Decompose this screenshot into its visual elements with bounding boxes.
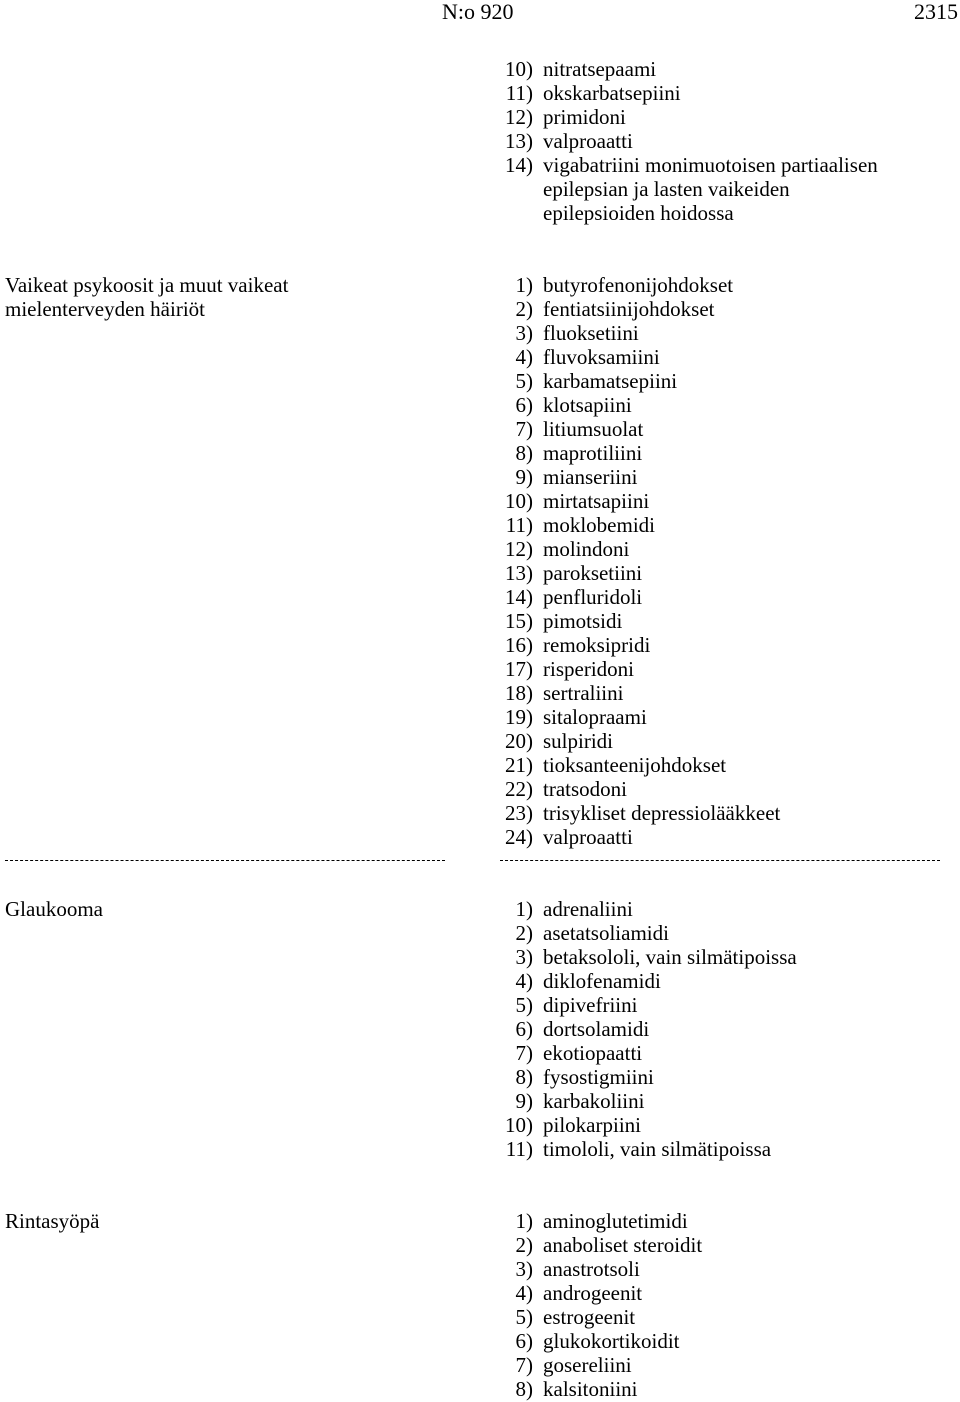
list-item: [497, 969, 957, 993]
item-number: 7): [515, 1353, 533, 1377]
list-item: [497, 129, 957, 153]
drug-name: adrenaliini: [543, 897, 633, 921]
item-number: 6): [515, 1017, 533, 1041]
item-number: 20): [505, 729, 533, 753]
page-reference: N:o 920: [442, 0, 514, 24]
drug-name: fluoksetiini: [543, 321, 639, 345]
item-number: 11): [505, 81, 533, 105]
list-item: [497, 705, 957, 729]
list-item: [497, 993, 957, 1017]
list-item: [497, 441, 957, 465]
list-item: [497, 921, 957, 945]
item-number: 8): [515, 1065, 533, 1089]
drug-name: estrogeenit: [543, 1305, 636, 1329]
item-number: 21): [505, 753, 533, 777]
list-item: [497, 297, 957, 321]
drug-name: aminoglutetimidi: [543, 1209, 688, 1233]
dashed-separator-left: [5, 860, 445, 862]
drug-list: [497, 1209, 957, 1401]
drug-name: anastrotsoli: [543, 1257, 640, 1281]
list-item: [497, 657, 957, 681]
condition-line: Glaukooma: [5, 897, 103, 921]
list-item: [497, 393, 957, 417]
drug-name: karbamatsepiini: [543, 369, 678, 393]
drug-name: pimotsidi: [543, 609, 623, 633]
item-number: 14): [505, 585, 533, 609]
list-item: [497, 585, 957, 609]
drug-name: pilokarpiini: [543, 1113, 641, 1137]
list-item: [497, 81, 957, 105]
item-number: 13): [505, 129, 533, 153]
item-number: 15): [505, 609, 533, 633]
list-item: [497, 489, 957, 513]
item-number: 9): [515, 465, 533, 489]
list-item: [497, 1377, 957, 1401]
item-number: 13): [505, 561, 533, 585]
page-number: 2315: [914, 0, 958, 24]
list-item: [497, 801, 957, 825]
drug-name: fentiatsiinijohdokset: [543, 297, 715, 321]
list-item: [497, 825, 957, 849]
item-number: 3): [515, 945, 533, 969]
list-item: [497, 273, 957, 297]
list-item: [497, 1353, 957, 1377]
list-item-continuation: epilepsian ja lasten vaikeiden: [543, 177, 790, 201]
drug-name: ekotiopaatti: [543, 1041, 643, 1065]
item-number: 5): [515, 369, 533, 393]
drug-name: fluvoksamiini: [543, 345, 660, 369]
list-item: [497, 609, 957, 633]
drug-name: nitratsepaami: [543, 57, 657, 81]
drug-name: dortsolamidi: [543, 1017, 650, 1041]
condition-label: [5, 897, 445, 921]
drug-name: sitalopraami: [543, 705, 647, 729]
item-number: 1): [515, 897, 533, 921]
list-item: [497, 105, 957, 129]
condition-label: [5, 273, 445, 321]
item-number: 6): [515, 393, 533, 417]
list-item: [497, 1017, 957, 1041]
list-item-continuation: epilepsioiden hoidossa: [543, 201, 734, 225]
drug-name: remoksipridi: [543, 633, 651, 657]
item-number: 2): [515, 921, 533, 945]
drug-name: fysostigmiini: [543, 1065, 654, 1089]
drug-name: diklofenamidi: [543, 969, 661, 993]
item-number: 7): [515, 417, 533, 441]
list-item: [497, 1137, 957, 1161]
item-number: 12): [505, 105, 533, 129]
item-number: 1): [515, 1209, 533, 1233]
item-number: 10): [505, 1113, 533, 1137]
drug-name: androgeenit: [543, 1281, 643, 1305]
list-item: [497, 1257, 957, 1281]
item-number: 14): [505, 153, 533, 177]
drug-name: valproaatti: [543, 129, 633, 153]
list-item: [497, 777, 957, 801]
drug-name: asetatsoliamidi: [543, 921, 669, 945]
item-number: 8): [515, 1377, 533, 1401]
drug-name: klotsapiini: [543, 393, 632, 417]
drug-name: primidoni: [543, 105, 626, 129]
list-item: [497, 417, 957, 441]
item-number: 23): [505, 801, 533, 825]
drug-name: sulpiridi: [543, 729, 614, 753]
condition-label: [5, 1209, 445, 1233]
list-item: [497, 369, 957, 393]
drug-name: glukokortikoidit: [543, 1329, 680, 1353]
list-item: [497, 513, 957, 537]
drug-name: mirtatsapiini: [543, 489, 650, 513]
condition-line: Rintasyöpä: [5, 1209, 100, 1233]
list-item: [497, 537, 957, 561]
item-number: 3): [515, 1257, 533, 1281]
list-item: [497, 1089, 957, 1113]
item-number: 2): [515, 297, 533, 321]
list-item: [497, 153, 957, 177]
item-number: 4): [515, 345, 533, 369]
list-item: [497, 345, 957, 369]
drug-name: tratsodoni: [543, 777, 627, 801]
drug-name: paroksetiini: [543, 561, 643, 585]
item-number: 11): [505, 513, 533, 537]
item-number: 22): [505, 777, 533, 801]
item-number: 18): [505, 681, 533, 705]
item-number: 2): [515, 1233, 533, 1257]
drug-name: maprotiliini: [543, 441, 643, 465]
item-number: 12): [505, 537, 533, 561]
item-number: 16): [505, 633, 533, 657]
drug-list: [497, 897, 957, 1161]
drug-name: risperidoni: [543, 657, 634, 681]
drug-name: litiumsuolat: [543, 417, 644, 441]
drug-name: butyrofenonijohdokset: [543, 273, 734, 297]
item-number: 6): [515, 1329, 533, 1353]
drug-name: gosereliini: [543, 1353, 632, 1377]
item-number: 10): [505, 57, 533, 81]
drug-name: mianseriini: [543, 465, 638, 489]
continued-drug-list: [497, 57, 957, 225]
item-number: 5): [515, 1305, 533, 1329]
list-item: [497, 1329, 957, 1353]
drug-name: moklobemidi: [543, 513, 655, 537]
list-item: [497, 1281, 957, 1305]
list-item: [497, 1305, 957, 1329]
list-item: [497, 321, 957, 345]
item-number: 17): [505, 657, 533, 681]
list-item: [497, 561, 957, 585]
item-number: 8): [515, 441, 533, 465]
item-number: 24): [505, 825, 533, 849]
drug-name: molindoni: [543, 537, 630, 561]
condition-line: Vaikeat psykoosit ja muut vaikeat: [5, 273, 289, 297]
drug-name: trisykliset depressiolääkkeet: [543, 801, 781, 825]
drug-name: betaksololi, vain silmätipoissa: [543, 945, 797, 969]
drug-name: anaboliset steroidit: [543, 1233, 703, 1257]
item-number: 5): [515, 993, 533, 1017]
list-item: [497, 945, 957, 969]
drug-name: valproaatti: [543, 825, 633, 849]
item-number: 10): [505, 489, 533, 513]
list-item: [497, 633, 957, 657]
condition-line: mielenterveyden häiriöt: [5, 297, 206, 321]
list-item: [497, 1233, 957, 1257]
list-item: [497, 753, 957, 777]
item-number: 4): [515, 969, 533, 993]
drug-list: [497, 273, 957, 849]
item-number: 11): [505, 1137, 533, 1161]
drug-name: timololi, vain silmätipoissa: [543, 1137, 772, 1161]
list-item: [497, 57, 957, 81]
drug-name: okskarbatsepiini: [543, 81, 681, 105]
list-item: [497, 681, 957, 705]
drug-name: penfluridoli: [543, 585, 643, 609]
drug-name: karbakoliini: [543, 1089, 645, 1113]
item-number: 4): [515, 1281, 533, 1305]
drug-name: vigabatriini monimuotoisen partiaalisen: [543, 153, 878, 177]
list-item: [497, 729, 957, 753]
drug-name: kalsitoniini: [543, 1377, 638, 1401]
item-number: 7): [515, 1041, 533, 1065]
item-number: 19): [505, 705, 533, 729]
list-item: [497, 1209, 957, 1233]
dashed-separator-right: [500, 860, 940, 862]
list-item: [497, 1065, 957, 1089]
item-number: 9): [515, 1089, 533, 1113]
list-item: [497, 1041, 957, 1065]
drug-name: tioksanteenijohdokset: [543, 753, 727, 777]
item-number: 1): [515, 273, 533, 297]
drug-name: sertraliini: [543, 681, 624, 705]
item-number: 3): [515, 321, 533, 345]
drug-name: dipivefriini: [543, 993, 638, 1017]
list-item: [497, 897, 957, 921]
list-item: [497, 465, 957, 489]
list-item: [497, 1113, 957, 1137]
